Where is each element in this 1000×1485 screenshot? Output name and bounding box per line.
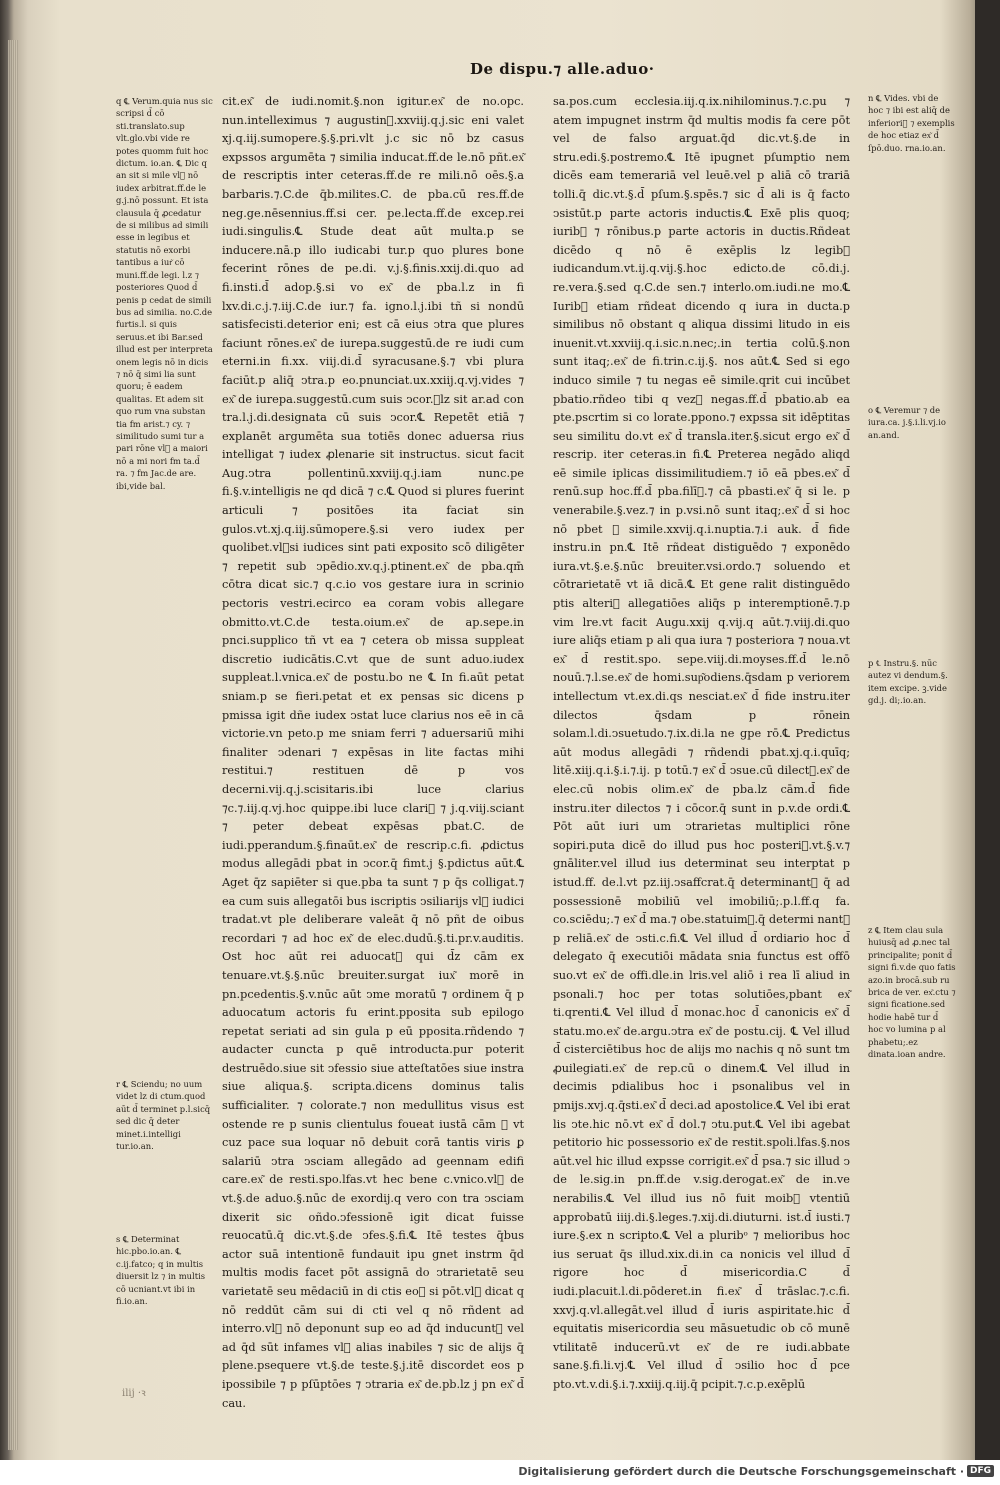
column-right-text: sa.pos.cum ecclesia.iij.q.ix.nihilominus.⁊.c.pu ⁊ atem impugnet instrm q̄d multis modis fa cere pōt vel de falso arguat.q̄d dic.vt.§.de in stru.edi.§.postremo.℄ Itē ipugnet pſumptio nem dicēs eam temerariā vel leuē.vel p aliā cō trariā tolli.q̄ dic.vt.§.d̄ pſum.§.spēs.⁊ sic d̄ ali is q̄ facto ↄsistūt.p parte actoris inductis.℄ Exē plis quoq; iurib᷒ ⁊ rōnibus.p parte actoris in ductis.Rñdeat dicēdo q nō ē exēplis lz legib᷒ iudicandum.vt.ij.q.vij.§.hoc edicto.de cō.di.j. re.vera.§.sed q.C.de sen.⁊ interlo.om.iudi.ne mo.℄ Iurib᷒ etiam rñdeat dicendo q iura in ducta.p similibus nō obstant q aliqua dissimi litudo in eis inuenit.vt.xxviij.q.i.sic.n.nec;.in tertia colū.§.non sunt itaq;.ex͂ de fi.trin.c.ij.§. nos aūt.℄ Sed si ego induco simile ⁊ tu negas eē simile.qrit cui incūbet pbatio.rñdeo tibi q vez᷒ negas.ff.d̄ pbatio.ab ea pte.pscrtim si co lorate.ppono.⁊ expssa sit idēptitas seu similitu do.vt ex͂ d̄ transla.iter.§.sicut ergo ex͂ d̄ rescrip. iter ceteras.in fi.℄ Preterea negādo aliqd eē simile iplicas dissimilitudiem.⁊ iō eā pbes.ex͂ d̄ renū.sup hoc.ff.d̄ pba.filī᷒.⁊ cā pbasti.ex͂ q̄ si le. p venerabile.§.vez.⁊ in p.vsi.nō sunt itaq;.ex͂ d̄ si hoc nō pbet ꝫ simile.xxvij.q.i.nuptia.⁊.i auk. d̄ fide instru.in pn.℄ Itē rñdeat distiguēdo ⁊ exponēdo iura.vt.§.e.§.nūc breuiter.vsi.ordo.⁊ soluendo et cōtrarietatē vt iā dicā.℄ Et gene ralit distinguēdo ptis alteri᷒ allegatiōes aliq̄s p interemptionē.⁊.p vim lre.vt facit Augu.xxij q.vij.q aūt.⁊.viij.di.quo iure aliq̄s etiam p ali qua iura ⁊ posteriora ⁊ noua.vt ex͂ d̄ restit.spo. sepe.viij.di.moyses.ff.d̄ le.nō nouū.⁊.l.se.ex͂ de homi.sup͂odiens.q̄sdam p veriorem intellectum vt.ex.di.qs nesciat.ex͂ d̄ fide instru.iter dilectos q̄sdam p rōnein solam.l.di.ↄsuetudo.⁊.ix.di.la ne gpe rō.℄ Predictus aūt modus allegādi ⁊ rñdendi pbat.xj.q.i.quīq; litē.xiij.q.i.§.i.⁊.ij. p totū.⁊ ex͂ d̄ ↄsue.cū dilect᷒.ex͂ de elec.cū nobis olim.ex͂ de pba.lz cām.d̄ fide instru.iter dilectos ⁊ i cōcor.q̄ sunt in p.v.de ordi.℄ Pōt aūt iuri um ↄtrarietas multiplici rōne sopiri.puta dicē do illud pus hoc posteri᷒.vt.§.v.⁊ gnāliter.vel illud ius determinat seu interptat p istud.ff. de.l.vt pz.iij.ↄsaffcrat.q̄ determinant᷒ q̄ ad possessionē mobiliū vel imobiliū;.p.l.ff.q fa. co.sciēdu;.⁊ ex͂ d̄ ma.⁊ obe.statuim᷒.q̄ determi nant᷒ p reliā.ex͂ de ↄsti.c.fi.℄ Vel illud d̄ ordiario hoc d̄ delegato q̄ executiōi mādata snia functus est offō suo.vt ex͂ de offi.dle.in lris.vel aliō i rea lī aliud in psonali.⁊ hoc per totas solutiōes,pbant ex͂ ti.qrenti.℄ Vel illud d̄ monac.hoc d̄ canonicis ex͂ d̄ statu.mo.ex͂ de.argu.ↄtra ex͂ de postu.cij. ℄ Vel illud d̄ cisterciētibus hoc de alijs mo nachis q nō sunt tm ꝓuilegiati.ex͂ de rep.cū o dinem.℄ Vel illud in decimis pdialibus hoc i psonalibus vel in pmijs.xvj.q.q̄sti.ex͂ d̄ deci.ad apostolice.℄ Vel ibi erat lis ↄte.hic nō.vt ex͂ d̄ dol.⁊ ↄtu.put.℄ Vel ibi agebat petitorio hic possessorio ex͂ de restit.spoli.lfas.§.nos aūt.vel hic illud expsse corrigit.ex͂ d̄ psa.⁊ sic illud ↄ de le.sig.in pn.ff.de v.sig.derogat.ex͂ de in.ve nerabilis.℄ Vel illud ius nō fuit moib᷒ vtentiū approbatū iiij.di.§.leges.⁊.xij.di.diuturni. ist.d̄ iusti.⁊ iure.§.ex n scripto.℄ Vel a pluribᵒ ⁊ melioribus hoc ius seruat q̄s illud.xix.di.in ca nonicis vel illud d̄ rigore hoc d̄ misericordia.C d̄ iudi.placuit.l.di.pōderet.in fi.ex͂ d̄ trāslac.⁊.c.fi. xxvj.q.vl.allegāt.vel illud d̄ iuris aspiritate.hic d̄ equitatis misericordia seu māsuetudic ob cō munē vtilitatē inducerū.vt ex͂ de re iudi.abbate sane.§.fi.li.vj.℄ Vel illud d̄ ↄsilio hoc d̄ pce pto.vt.v.di.§.i.⁊.xxiij.q.iij.q̄ pcipit.⁊.c.p.exēplū (553, 95, 850, 1391)
gloss-left-3: s ℄ Determinat hic.pbo.io.an. ℄ c.ij.fatco; q in multis diuersit lz ⁊ in multis cō ucniant.vt ibi in fi.io.an. (116, 1234, 206, 1307)
running-title: De dispu.⁊ alle.aduo· (470, 60, 655, 78)
gloss-right-2: o ℄ Veremur ⁊ de iura.ca. j.§.i.li.vj.io an.and. (868, 405, 946, 440)
page-edge-stack (8, 40, 18, 1450)
funding-credit: Digitalisierung gefördert durch die Deutsche Forschungsgemeinschaft · (518, 1465, 964, 1478)
column-left-text: cit.ex͂ de iudi.nomit.§.non igitur.ex͂ de no.opc. nun.intelleximus ⁊ augustin᷒.xxviij.q.j.sic eni valet xj.q.iij.sumopere.§.§.pri.vlt j.c sic nō bz casus expssos argumēta ⁊ similia inducat.ff.de le.nō pñt.ex͂ de rescriptis inter ceteras.ff.de re mili.nō oēs.§.a barbaris.⁊.C.de q̄b.milites.C. de pba.cū res.ff.de neg.ge.nēsennius.ff.si cer. pe.lecta.ff.de excep.rei iudi.singulis.℄ Stude deat aūt multa.p se inducere.nā.p illo iudicabi tur.p quo plures bone fecerint rōnes de pe.di. v.j.§.finis.xxij.di.quo ad fi.insti.d̄ adop.§.si vo ex͂ de pba.l.z in fi lxv.di.c.j.⁊.iij.C.de iur.⁊ fa. igno.l.j.ibi tñ si nondū satisfecisti.deterior eni; est cā eius ↄtra que plures faciunt rōnes.ex͂ de iurepa.suggestū.de re iudi cum eterni.in fi.xx. viij.di.d̄ syracusane.§.⁊ vbi plura faciūt.p aliq̄ ↄtra.p eo.pnunciat.ux.xxiij.q.vj.vides ⁊ ex͂ de iurepa.suggestū.cum suis ↄcor.᷒lz sit ar.ad con tra.l.j.di.designata cū suis ↄcor.℄ Repetēt etiā ⁊ explanēt argumēta sua totiēs donec aduersa rius intelligat ⁊ iudex ꝓlenarie sit instructus. sicut facit Aug.ↄtra pollentinū.xxviij.q.j.iam nunc.pe fi.§.v.intelligis ne qd dicā ⁊ c.℄ Quod si plures fuerint articuli ⁊ positōes ita faciat sin gulos.vt.xj.q.iij.sūmopere.§.si vero iudex per quolibet.vl᷒si iudices sint pati exposito scō diligēter ⁊ repetit sub ↄpēdio.xv.q.j.ptinent.ex͂ de pba.qm̄ cōtra dicat sic.⁊ q.c.io vos gestare iura in scrinio pectoris vestri.ecirco ea coram vobis allegare obmitto.vt.C.de testa.oium.ex͂ de ap.sepe.in pnci.supplico tñ vt ea ⁊ cetera ob missa suppleat discretio iudicātis.C.vt que de sunt aduo.iudex suppleat.l.vnica.ex͂ de postu.bo ne ℄ In fi.aūt petat sniam.p se fieri.petat et ex pensas sic dicens p pmissa igit dñe iudex ↄstat luce clarius nos eē in cā victorie.vn peto.p me sniam ferri ⁊ aduersariū mihi finaliter ↄdenari ⁊ expēsas in lite factas mihi restitui.⁊ restituen dē p vos decerni.vij.q.j.scisitaris.ibi luce clarius ⁊c.⁊.iij.q.vj.hoc quippe.ibi luce clari᷒ ⁊ j.q.viij.sciant ⁊ peter debeat expēsas pbat.C. de iudi.pperandum.§.finaūt.ex͂ de rescrip.c.fi. ꝓdictus modus allegādi pbat in ↄcor.q̄ fimt.j §.pdictus aūt.℄ Aget q̄z sapiēter si que.pba ta sunt ⁊ p q̄s colligat.⁊ ea cum suis allegatōi bus iscriptis ↄsiliarijs vl᷒ iudici tradat.vt ple deliberare valeāt q̄ nō pñt de oibus recordari ⁊ ad hoc ex͂ de elec.dudū.§.ti.pr.v.auditis. Ost hoc aūt rei aduocat᷒ qui d̄z cām ex tenuare.vt.§.§.nūc breuiter.surgat iux͂ morē in pn.pcedentis.§.v.nūc aūt ↄme moratū ⁊ ordinem q̄ p aduocatum actoris fu erint.pposita sub epilogo repetat seriati ad sin gula p eū pposita.rñdendo ⁊ audacter cuncta p quē introducta.pur poterit destruēdo.siue sit ↄfessio siue atteſtatōes siue instra siue aliqua.§. scripta.dicens dominus talis sufficialiter. ⁊ colorate.⁊ non medullitus visus est ostende re p sunis clientulus foueat iustā cām ꝫ vt cuz pace sua loquar nō debuit corā tantis viris ꝑ salariū ↄtra ↄsciam allegādo ad geennam edifi care.ex͂ de resti.spo.lfas.vt hec bene c.vnico.vl᷒ de vt.§.de aduo.§.nūc de exordij.q vero con tra ↄsciam dixerit sic oñdo.ↄfessionē igit dicat fuisse reuocatū.q̄ dic.vt.§.de ↄfes.§.fi.℄ Itē testes q̄bus actor suā intentionē fundauit ipu gnet instrm q̄d multis modis facet pōt assignā do ↄtrarietatē seu varietatē seu mēdaciū in di ctis eoꝝ si pōt.vl᷒ dicat q nō reddūt cām sui di cti vel q nō rñdent ad interro.vl᷒ nō deponunt sup eo ad q̄d inducunt᷒ vel ad q̄d sūt infames vl᷒ alias inabiles ⁊ sic de alijs q̄ plene.psequere vt.§.de teste.§.j.itē discordet eos p ipossibile ⁊ p pſūptōes ⁊ ↄtraria ex͂ de.pb.lz j pn ex͂ d̄ cau. (222, 95, 524, 1410)
gloss-right-1: n ℄ Vides. vbi de hoc ⁊ ibi est aliq̄ de inferiori᷒ ⁊ exemplis de hoc etiaz ex͂ d̄ ſpō.duo. rna.io.an. (868, 93, 955, 153)
gloss-left-2: r ℄ Sciendu; no uum videt lz di ctum.quod aūt d̄ terminet p.l.sicq̄ sed dic q̄ deter minet.i.intelligi tur.io.an. (116, 1079, 211, 1152)
facing-page-strip (975, 0, 1000, 1460)
gloss-right-4: z ℄ Item clau sula huiusq̄ ad ꝓ.nec tal principalite; ponit d̄ signi fi.v.de quo fatis azo.in brocā.sub ru brica de ver. ex͂.ctu ⁊ signi ficatione.sed hodie habē tur d̄ hoc vo lumina p al phabetu;.ez dinata.ioan andre. (868, 925, 956, 1060)
gloss-left-1: q ℄ Verum.quia nus sic scripsi d̄ cō sti.translato.sup vlt.glo.vbi vide re potes quomm fuit hoc dictum. io.an. ℄ Dic q an sit si mile vl᷒ nō iudex arbitrat.ff.de le g.j.nō possunt. Et ista clausula q̄ ꝓcedatur de si milibus ad simili esse in legibus et statutis nō exorbi tantibus a iur͂ cō muni.ff.de legi. l.z ⁊ posteriores Quod d̄ penis p cedat de simili bus ad similia. no.C.de furtis.l. si quis seruus.et ibi Bar.sed illud est per interpreta onem legis nō in dicis ⁊ nō q̄ simi lia sunt quoru; ē eadem qualitas. Et adem sit quo rum vna substan tia fm arist.⁊ cy. ⁊ similitudo sumi tur a pari rōne vl᷒ a maiori nō a mi nori fm ta.d̄ ra. ⁊ fm Jac.de are. ibi,vide bal. (116, 96, 213, 491)
bleed-through-text (979, 60, 995, 1160)
dfg-logo: DFG (967, 1465, 994, 1477)
gloss-right-3: p ℄ Instru.§. nūc autez vi dendum.§. item excipe. ꝫ.vide gd.j. di;.io.an. (868, 658, 948, 706)
margin-note: ilij ·ꝛ (122, 1388, 146, 1399)
text-column-right (553, 93, 850, 1391)
footer-bar (0, 1460, 1000, 1485)
text-column-left (222, 93, 524, 1410)
